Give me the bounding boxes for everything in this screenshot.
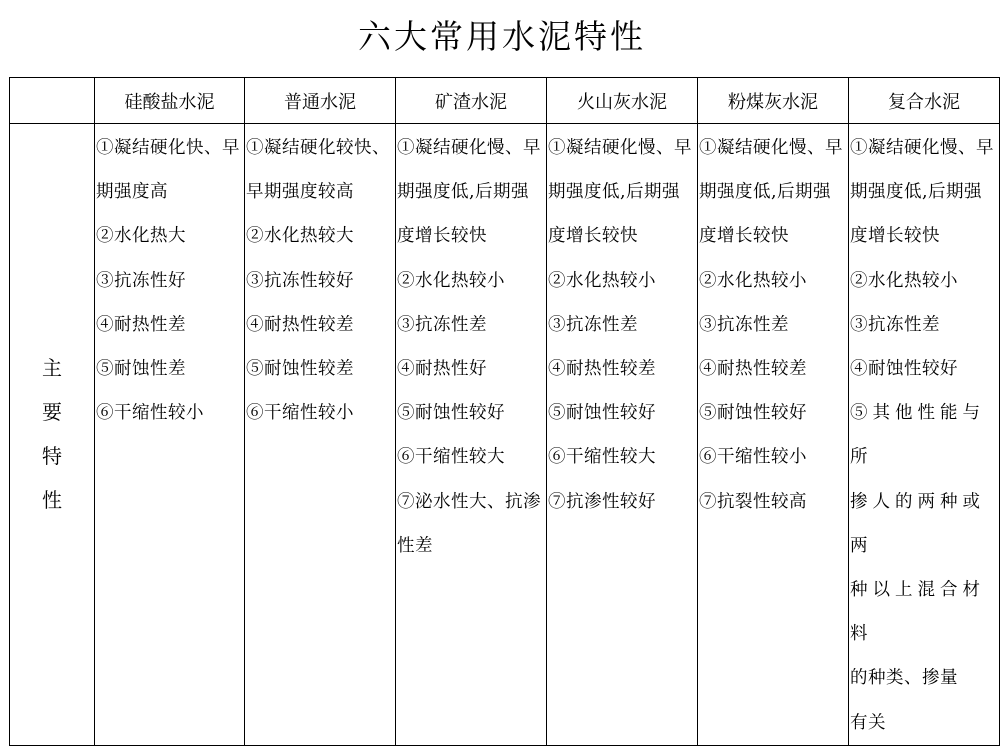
- property-line: 期强度低,后期强: [548, 182, 681, 203]
- property-line: ④耐热性较差: [548, 359, 656, 380]
- page-title: 六大常用水泥特性: [358, 17, 646, 56]
- property-line: ④耐热性差: [96, 314, 186, 335]
- property-line: ⑤其他性能与所: [850, 403, 985, 468]
- property-line: 早期强度较高: [246, 182, 354, 203]
- property-line: 期强度高: [96, 182, 168, 203]
- property-line: ⑥干缩性较大: [397, 447, 505, 468]
- property-line: ⑥干缩性较大: [548, 447, 656, 468]
- property-line: ②水化热大: [96, 226, 186, 247]
- properties-row: [10, 124, 1000, 746]
- column-header-portland: 硅酸盐水泥: [95, 78, 245, 124]
- cell-composite: [849, 124, 1000, 746]
- cell-ordinary: [245, 124, 396, 746]
- cell-portland: [95, 124, 245, 746]
- property-line: ②水化热较小: [548, 270, 656, 291]
- property-line: 有关: [850, 712, 886, 733]
- property-line: 度增长较快: [699, 226, 789, 247]
- property-line: ③抗冻性好: [96, 270, 186, 291]
- property-line: ④耐热性较差: [699, 359, 807, 380]
- property-line: ②水化热较小: [850, 270, 958, 291]
- row-header-char: 特: [42, 444, 62, 469]
- property-line: ①凝结硬化慢、早: [548, 138, 692, 158]
- column-header-ordinary: 普通水泥: [245, 78, 396, 124]
- column-header-pozzolan: 火山灰水泥: [547, 78, 698, 124]
- property-line: 度增长较快: [397, 226, 487, 247]
- property-line: ①凝结硬化慢、早: [699, 138, 843, 158]
- property-line: 掺人的两种或两: [850, 491, 985, 556]
- row-header-char: 要: [42, 400, 62, 425]
- property-line: ④耐热性好: [397, 359, 487, 380]
- header-row: [10, 78, 1000, 124]
- property-line: ⑤耐蚀性较好: [699, 403, 807, 424]
- property-line: 期强度低,后期强: [699, 182, 832, 203]
- property-line: ①凝结硬化慢、早: [397, 138, 541, 158]
- property-line: ⑤耐蚀性差: [96, 359, 186, 380]
- property-line: ⑥干缩性较小: [96, 403, 204, 424]
- corner-cell: [10, 78, 95, 124]
- property-line: ③抗冻性差: [699, 314, 789, 335]
- property-line: ③抗冻性较好: [246, 270, 354, 291]
- cell-pozzolan: [547, 124, 698, 746]
- cell-slag: [396, 124, 547, 746]
- property-line: 期强度低,后期强: [850, 182, 983, 203]
- property-line: 种以上混合材料: [850, 580, 985, 645]
- property-line: 的种类、掺量: [850, 668, 958, 689]
- property-line: ⑦抗渗性较好: [548, 491, 656, 512]
- property-line: 度增长较快: [850, 226, 940, 247]
- property-line: ③抗冻性差: [548, 314, 638, 335]
- property-line: ②水化热较小: [699, 270, 807, 291]
- property-line: ⑤耐蚀性较差: [246, 359, 354, 380]
- property-line: ⑤耐蚀性较好: [397, 403, 505, 424]
- row-header-main-properties: [10, 124, 95, 746]
- property-line: 性差: [397, 535, 433, 556]
- property-line: ②水化热较大: [246, 226, 354, 247]
- property-line: ⑥干缩性较小: [246, 403, 354, 424]
- property-line: ④耐蚀性较好: [850, 359, 958, 380]
- property-line: ④耐热性较差: [246, 314, 354, 335]
- property-line: ①凝结硬化快、早: [96, 138, 240, 158]
- property-line: ⑦泌水性大、抗渗: [397, 491, 541, 512]
- cell-flyash: [698, 124, 849, 746]
- property-line: ①凝结硬化较快、: [246, 138, 390, 158]
- column-header-slag: 矿渣水泥: [396, 78, 547, 124]
- row-header-char: 主: [42, 356, 62, 381]
- column-header-composite: 复合水泥: [849, 78, 1000, 124]
- property-line: ①凝结硬化慢、早: [850, 138, 994, 158]
- property-line: ③抗冻性差: [850, 314, 940, 335]
- property-line: ③抗冻性差: [397, 314, 487, 335]
- row-header-char: 性: [42, 488, 62, 513]
- property-line: 度增长较快: [548, 226, 638, 247]
- column-header-flyash: 粉煤灰水泥: [698, 78, 849, 124]
- property-line: ⑦抗裂性较高: [699, 491, 807, 512]
- property-line: ⑥干缩性较小: [699, 447, 807, 468]
- cement-properties-table: [9, 77, 1000, 746]
- property-line: ⑤耐蚀性较好: [548, 403, 656, 424]
- property-line: 期强度低,后期强: [397, 182, 530, 203]
- property-line: ②水化热较小: [397, 270, 505, 291]
